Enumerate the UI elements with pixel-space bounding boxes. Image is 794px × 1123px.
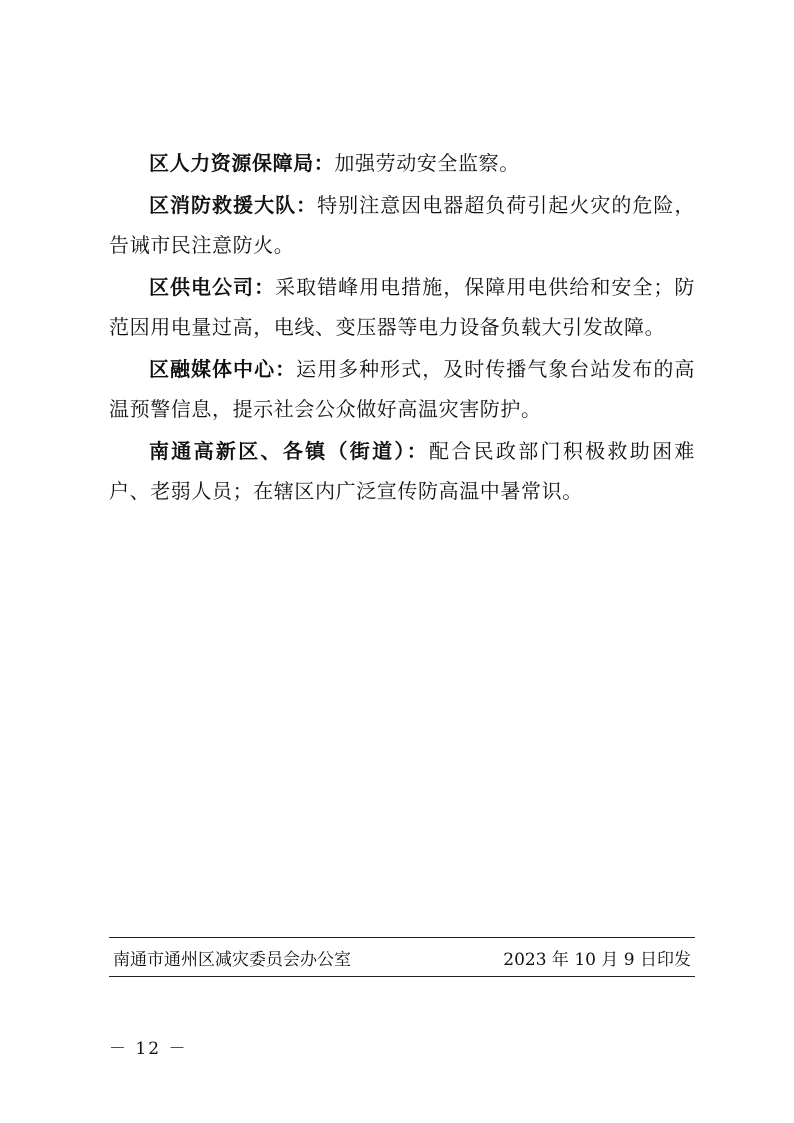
paragraph-text: 特别注意因电器超负荷引起火灾的危险，告诫市民注意防火。 <box>109 193 695 257</box>
paragraph-hr-bureau <box>109 143 695 183</box>
org-name: 区融媒体中心： <box>149 357 297 381</box>
issuer-name: 南通市通州区减灾委员会办公室 <box>113 949 351 970</box>
org-name: 区消防救援大队： <box>149 193 318 217</box>
paragraph-power-company <box>109 267 695 347</box>
org-name: 区人力资源保障局： <box>149 151 335 175</box>
org-name: 南通高新区、各镇（街道）： <box>149 439 429 463</box>
org-name: 区供电公司： <box>149 275 276 299</box>
issuance-footer <box>109 937 695 977</box>
paragraph-text: 配合民政部门积极救助困难户、老弱人员；在辖区内广泛宣传防高温中暑常识。 <box>109 439 695 503</box>
paragraph-fire-rescue <box>109 185 695 265</box>
page-number: － 12 － <box>109 1039 188 1059</box>
paragraph-text: 采取错峰用电措施，保障用电供给和安全；防范因用电量过高，电线、变压器等电力设备负载大引发故障。 <box>109 275 695 339</box>
paragraph-text: 加强劳动安全监察。 <box>334 151 520 175</box>
issue-date: 2023 年 10 月 9 日印发 <box>503 949 691 970</box>
paragraph-high-tech-zone <box>109 431 695 511</box>
paragraph-text: 运用多种形式，及时传播气象台站发布的高温预警信息，提示社会公众做好高温灾害防护。 <box>109 357 695 421</box>
paragraph-media-center <box>109 349 695 429</box>
document-body <box>109 143 695 513</box>
